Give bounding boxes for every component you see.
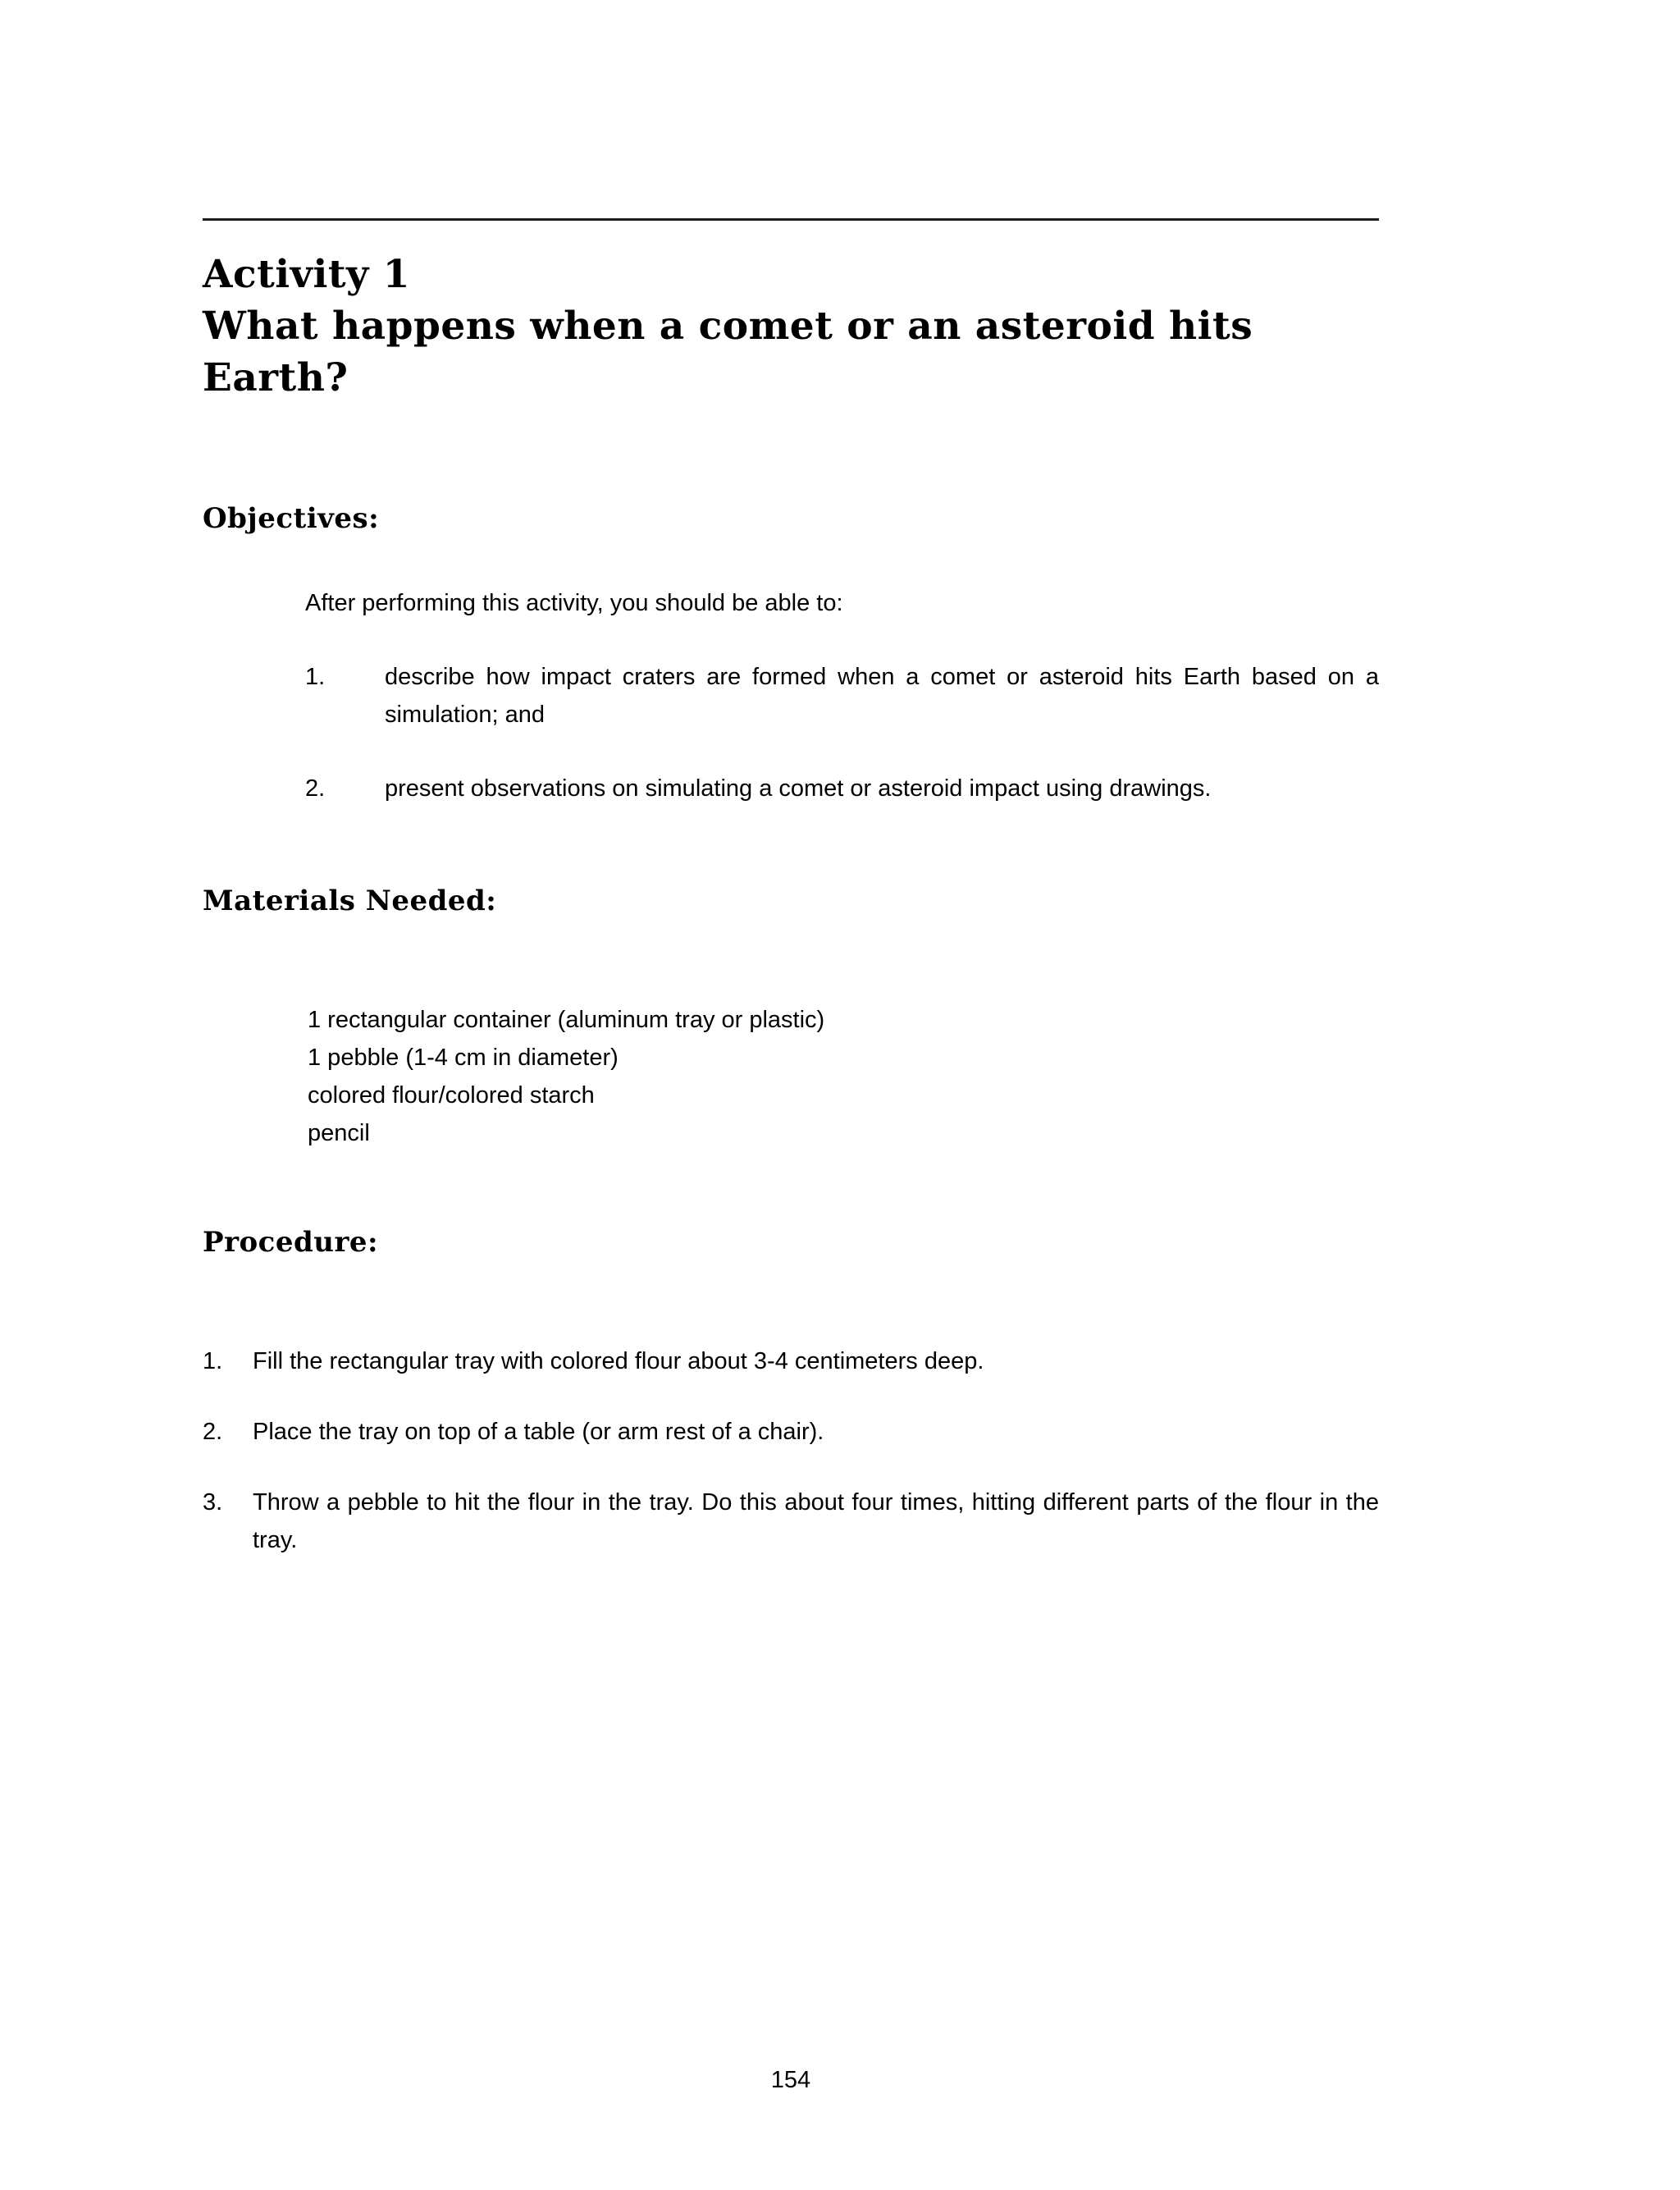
activity-title <box>203 249 1379 404</box>
objectives-item-text: present observations on simulating a comet or asteroid impact using drawings. <box>385 775 1212 802</box>
materials-item: colored flour/colored starch <box>308 1082 595 1109</box>
activity-title-line-3: Earth? <box>203 355 349 400</box>
procedure-step-text: Fill the rectangular tray with colored flour about 3-4 centimeters deep. <box>253 1348 984 1374</box>
procedure-step <box>203 1413 1379 1451</box>
procedure-step-text: Throw a pebble to hit the flour in the tray. Do this about four times, hitting different parts of the flour in the tray. <box>253 1489 1379 1553</box>
objectives-item-text: describe how impact craters are formed when a comet or asteroid hits Earth based on a simulation; and <box>385 664 1379 728</box>
activity-title-line-1: Activity 1 <box>203 252 410 297</box>
activity-title-line-2: What happens when a comet or an asteroid hits <box>203 304 1253 349</box>
objectives-item-number: 2. <box>305 775 326 802</box>
procedure-list <box>203 1342 1379 1559</box>
objectives-item <box>305 658 1379 734</box>
procedure-step-number: 3. <box>203 1489 223 1516</box>
materials-heading: Materials Needed: <box>203 885 497 917</box>
materials-item: 1 pebble (1-4 cm in diameter) <box>308 1045 619 1071</box>
page-content <box>203 0 1379 1559</box>
materials-item: pencil <box>308 1120 370 1146</box>
materials-list <box>308 1001 1379 1152</box>
procedure-step-number: 1. <box>203 1348 223 1374</box>
top-rule <box>203 218 1379 221</box>
procedure-step <box>203 1484 1379 1559</box>
objectives-item-number: 1. <box>305 664 326 690</box>
procedure-step-text: Place the tray on top of a table (or arm rest of a chair). <box>253 1419 824 1445</box>
objectives-heading: Objectives: <box>203 502 380 535</box>
procedure-step-number: 2. <box>203 1419 223 1445</box>
page-number: 154 <box>770 2067 811 2093</box>
procedure-heading: Procedure: <box>203 1226 379 1259</box>
materials-item: 1 rectangular container (aluminum tray or plastic) <box>308 1007 825 1033</box>
procedure-step <box>203 1342 1379 1380</box>
objectives-list <box>305 658 1379 807</box>
objectives-intro: After performing this activity, you should be able to: <box>305 590 843 616</box>
objectives-item <box>305 770 1379 807</box>
